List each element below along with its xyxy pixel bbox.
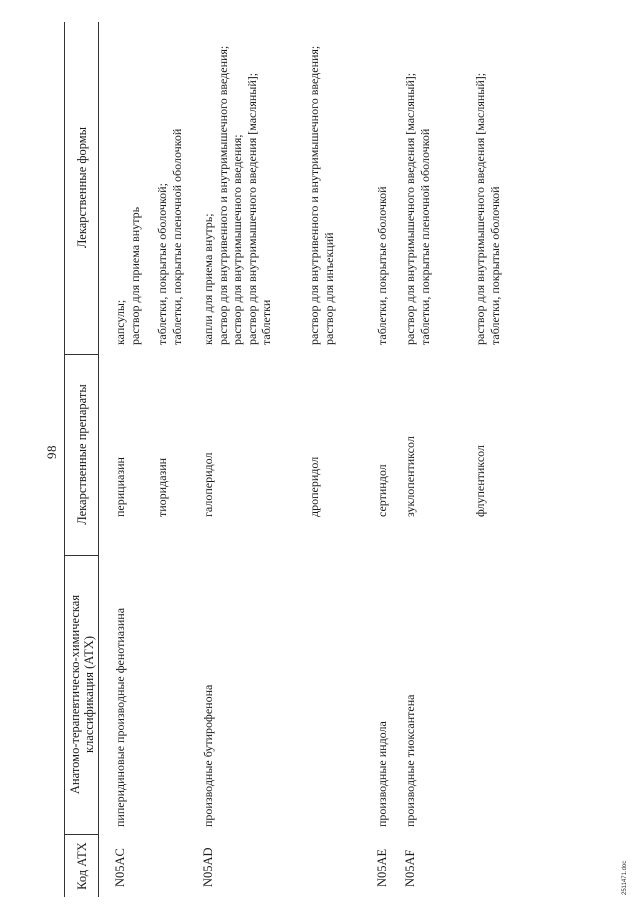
header-forms: Лекарственные формы <box>65 21 98 355</box>
drug-name: дроперидол <box>307 456 321 517</box>
drug-name: галоперидол <box>201 452 215 517</box>
dosage-forms: раствор для внутривенного и внутримышечного введения; раствор для инъекций <box>307 45 336 345</box>
table-row <box>375 22 403 897</box>
dosage-forms: таблетки, покрытые оболочкой; таблетки, покрытые пленочной оболочкой <box>155 128 184 345</box>
drug-name: тиоридазин <box>155 457 169 517</box>
dosage-forms: раствор для внутримышечного введения [масляный]; таблетки, покрытые пленочной оболочкой <box>403 72 432 345</box>
header-drugs: Лекарственные препараты <box>65 354 98 556</box>
table-row <box>473 22 533 897</box>
table-row <box>307 22 367 897</box>
atc-code: N05AD <box>201 847 215 887</box>
table-row <box>201 22 305 897</box>
table-row <box>403 22 473 897</box>
table-row <box>155 22 193 897</box>
atc-group: производные индола <box>375 721 389 827</box>
drug-name: сертиндол <box>375 464 389 517</box>
dosage-forms: капсулы; раствор для приема внутрь <box>113 206 142 345</box>
table-row <box>113 22 149 897</box>
dosage-forms: раствор для внутримышечного введения [масляный]; таблетки, покрытые оболочкой <box>473 72 502 345</box>
header-classification: Анатомо-терапевтическо-химическая классификация (АТХ) <box>65 555 98 835</box>
drug-name: флупентиксол <box>473 445 487 517</box>
table-header <box>64 22 99 897</box>
atc-group: производные бутирофенона <box>201 684 215 827</box>
header-code: Код АТХ <box>74 842 89 890</box>
atc-group: пиперидиновые производные фенотиазина <box>113 607 127 827</box>
drug-name: зуклопентиксол <box>403 436 417 517</box>
atc-group: производные тиоксантена <box>403 694 417 827</box>
atc-code: N05AF <box>403 849 417 887</box>
table-body <box>99 22 502 897</box>
document-code: 2511471.doc <box>622 860 628 895</box>
dosage-forms: таблетки, покрытые оболочкой <box>375 186 389 345</box>
page-number: 98 <box>44 445 59 459</box>
atc-table <box>64 22 502 897</box>
atc-code: N05AE <box>375 848 389 887</box>
atc-code: N05AC <box>113 848 127 887</box>
drug-name: перициазин <box>113 457 127 517</box>
dosage-forms: капли для приема внутрь; раствор для внутривенного и внутримышечного введения; раствор для внутримышечного введения; раствор для внутримышечного введения [масляный]; таблетки <box>201 45 273 345</box>
